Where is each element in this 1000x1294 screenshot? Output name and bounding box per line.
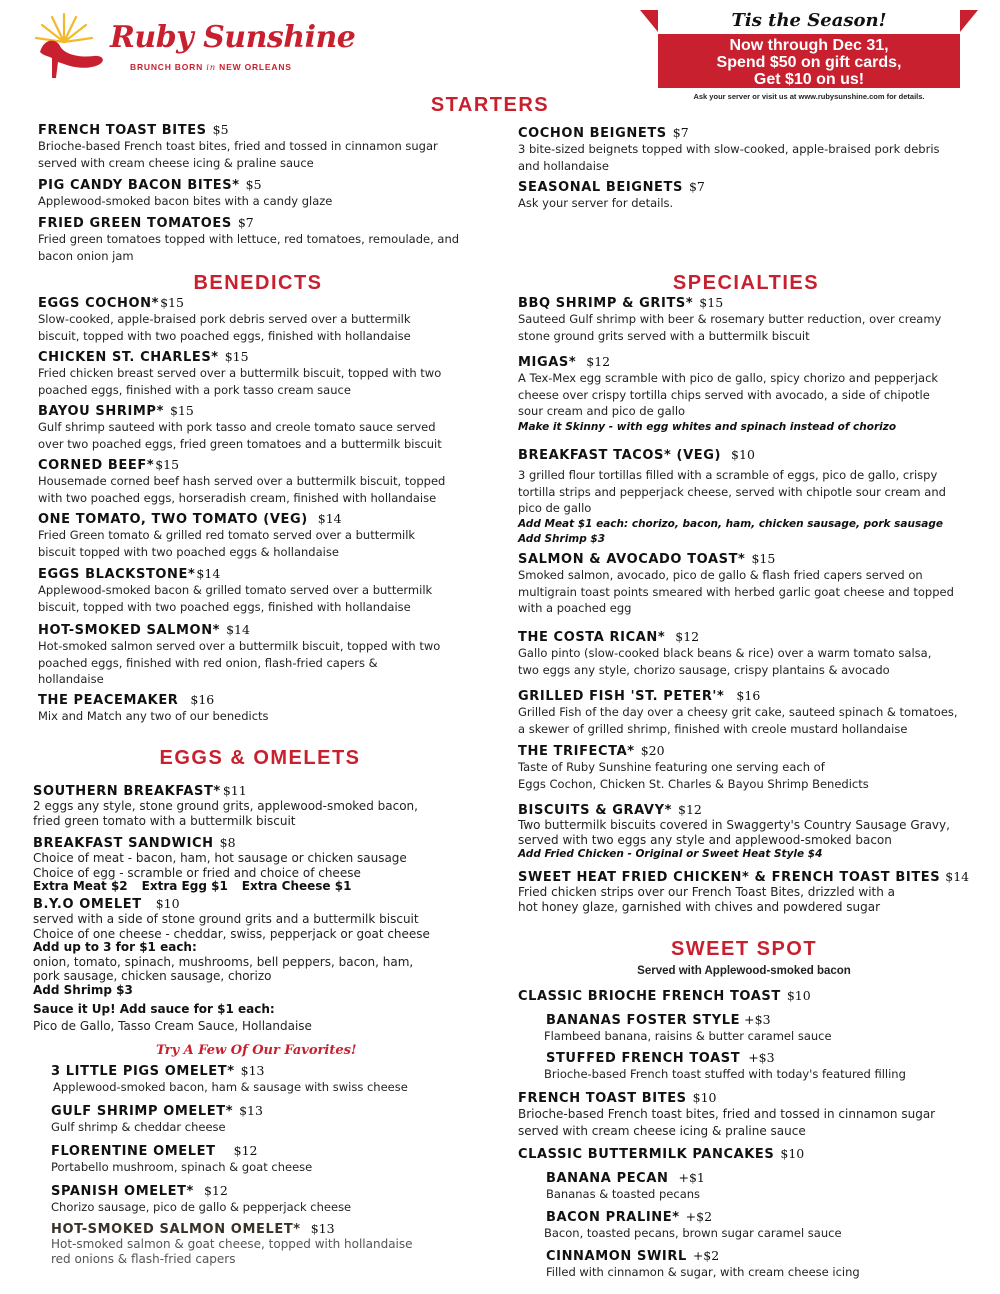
item-description: poached eggs, finished with a pork tasso cream sauce	[38, 382, 351, 397]
item-name: FRIED GREEN TOMATOES $7	[38, 215, 254, 231]
item-description: red onions & flash-fried capers	[51, 1251, 236, 1266]
menu-item	[38, 122, 438, 171]
item-description: Fried green tomatoes topped with lettuce, red tomatoes, remoulade, and	[38, 232, 460, 246]
menu-item	[38, 403, 442, 452]
item-name: BAYOU SHRIMP* $15	[38, 403, 194, 419]
item-price: +$3	[744, 1012, 771, 1027]
item-description: and hollandaise	[518, 158, 609, 173]
menu-item	[518, 629, 931, 678]
promo-line: Now through Dec 31,	[729, 37, 889, 54]
item-note: Add Fried Chicken - Original or Sweet Heat Style $4	[518, 848, 823, 860]
item-price: $10	[692, 1090, 717, 1105]
item-description: Brioche-based French toast bites, fried and tossed in cinnamon sugar	[518, 1107, 936, 1121]
menu-item	[546, 1012, 832, 1045]
item-price: $15	[699, 295, 724, 310]
item-name: EGGS COCHON*$15	[38, 295, 184, 311]
item-description: Fried chicken strips over our French Toast Bites, drizzled with a	[518, 885, 896, 899]
item-name: SPANISH OMELET* $12	[51, 1183, 228, 1199]
item-description: biscuit, topped with two poached eggs, finished with hollandaise	[38, 328, 411, 343]
favorites-heading: Try A Few Of Our Favorites!	[156, 1043, 357, 1058]
item-price: $15	[751, 551, 776, 566]
promo-fine-print: Ask your server or visit us at www.rubysunshine.com for details.	[693, 92, 925, 101]
specialties-title: SPECIALTIES	[672, 272, 820, 294]
item-description: Gulf shrimp & cheddar cheese	[51, 1120, 226, 1134]
item-name: CINNAMON SWIRL +$2	[546, 1248, 720, 1264]
menu-item	[518, 354, 938, 435]
item-description: Fried chicken breast served over a buttermilk biscuit, topped with two	[38, 366, 442, 380]
item-price: $16	[736, 688, 761, 703]
brand-logo[interactable]	[34, 8, 356, 80]
item-description: biscuit topped with two poached eggs & hollandaise	[38, 544, 339, 559]
item-description: Mix and Match any two of our benedicts	[38, 709, 269, 723]
menu-item	[518, 1090, 935, 1139]
item-description: Brioche-based French toast bites, fried and tossed in cinnamon sugar	[38, 139, 438, 153]
item-name: BACON PRALINE* +$2	[546, 1209, 713, 1225]
item-price: $12	[586, 354, 611, 369]
item-name: FLORENTINE OMELET $12	[51, 1143, 258, 1159]
item-description: Filled with cinnamon & sugar, with cream cheese icing	[546, 1265, 860, 1279]
item-name: SWEET HEAT FRIED CHICKEN* & FRENCH TOAST BITES $14	[518, 869, 970, 885]
item-name: COCHON BEIGNETS $7	[518, 125, 689, 141]
item-description: Gallo pinto (slow-cooked black beans & rice) over a warm tomato salsa,	[518, 646, 932, 660]
item-price: $5	[245, 177, 262, 192]
item-price: $16	[190, 692, 215, 707]
item-price: $7	[688, 179, 705, 194]
item-name: FRENCH TOAST BITES $5	[38, 122, 229, 138]
menu-item	[51, 1063, 408, 1096]
menu-item	[38, 566, 432, 615]
menu-item	[38, 692, 269, 725]
gift-card-promo-banner	[640, 4, 978, 104]
item-price: +$1	[678, 1170, 705, 1185]
eggs-omelets-title: EGGS & OMELETS	[159, 747, 361, 769]
benedicts-title: BENEDICTS	[193, 272, 323, 294]
item-description: poached eggs, finished with red onion, flash-fried capers &	[38, 655, 378, 670]
menu-item	[33, 835, 407, 894]
item-description: Slow-cooked, apple-braised pork debris served over a buttermilk	[38, 312, 411, 326]
item-description: Chorizo sausage, pico de gallo & pepperjack cheese	[51, 1200, 352, 1214]
menu-item	[518, 802, 950, 861]
item-price: $15	[160, 295, 184, 310]
item-name: FRENCH TOAST BITES $10	[518, 1090, 717, 1106]
item-name: CORNED BEEF*$15	[38, 457, 180, 473]
sauce-heading: Sauce it Up! Add sauce for $1 each:	[33, 1002, 275, 1016]
item-name: PIG CANDY BACON BITES* $5	[38, 177, 262, 193]
menu-item	[546, 1050, 906, 1083]
item-note: Add Meat $1 each: chorizo, bacon, ham, chicken sausage, pork sausage	[518, 517, 943, 530]
item-name: EGGS BLACKSTONE*$14	[38, 566, 221, 582]
item-description: fried green tomato with a buttermilk biscuit	[33, 813, 296, 828]
high-heel-sunburst-icon	[34, 12, 112, 78]
menu-item	[518, 1146, 804, 1162]
menu-item	[518, 688, 958, 737]
item-price: $14	[196, 566, 221, 581]
item-description: Hot-smoked salmon & goat cheese, topped with hollandaise	[51, 1237, 413, 1251]
extra-option: Extra Egg $1	[141, 879, 228, 893]
item-description: pico de gallo	[518, 501, 592, 515]
item-description: Fried Green tomato & grilled red tomato served over a buttermilk	[38, 528, 416, 542]
item-price: $13	[310, 1221, 335, 1236]
item-price: $15	[155, 457, 180, 472]
menu-item	[38, 511, 415, 560]
item-description: 3 bite-sized beignets topped with slow-cooked, apple-braised pork debris	[518, 142, 940, 156]
item-name: 3 LITTLE PIGS OMELET* $13	[51, 1063, 265, 1079]
menu-item	[38, 622, 440, 688]
item-price: $12	[678, 802, 702, 817]
item-description: served with cream cheese icing & praline sauce	[518, 1123, 806, 1138]
item-price: $10	[155, 896, 180, 911]
item-description: bacon onion jam	[38, 248, 134, 263]
menu-item	[51, 1143, 312, 1176]
extra-option: Extra Cheese $1	[241, 879, 352, 893]
menu-item	[38, 457, 445, 506]
item-description: two eggs any style, chorizo sausage, crispy plantains & avocado	[518, 662, 890, 677]
item-description: served with two eggs any style and applewood-smoked bacon	[518, 832, 892, 847]
item-description: Eggs Cochon, Chicken St. Charles & Bayou Shrimp Benedicts	[518, 776, 869, 791]
item-name: BREAKFAST SANDWICH $8	[33, 835, 236, 851]
item-description: with a poached egg	[518, 601, 632, 615]
item-name: BANANAS FOSTER STYLE +$3	[546, 1012, 771, 1028]
menu-item	[38, 349, 441, 398]
item-description: cheese over crispy tortilla chips served with avocado, a side of chipotle	[518, 387, 930, 402]
item-description: multigrain toast points smeared with herbed garlic goat cheese and topped	[518, 584, 954, 599]
item-description: Applewood-smoked bacon bites with a candy glaze	[38, 194, 333, 208]
brand-tagline: BRUNCH BORN in NEW ORLEANS	[130, 62, 292, 73]
item-description: Choice of one cheese - cheddar, swiss, pepperjack or goat cheese	[33, 926, 430, 941]
item-name: STUFFED FRENCH TOAST +$3	[546, 1050, 775, 1066]
item-description: Applewood-smoked bacon & grilled tomato served over a buttermilk	[38, 583, 433, 597]
extra-option: Extra Meat $2	[33, 879, 128, 893]
menu-item	[51, 1221, 413, 1266]
item-name: CLASSIC BRIOCHE FRENCH TOAST $10	[518, 988, 811, 1004]
sauce-list: Pico de Gallo, Tasso Cream Sauce, Hollandaise	[33, 1019, 312, 1033]
item-price: $12	[675, 629, 700, 644]
item-price: $10	[731, 447, 755, 462]
item-name: CHICKEN ST. CHARLES* $15	[38, 349, 249, 365]
item-description: served with a side of stone ground grits and a buttermilk biscuit	[33, 912, 419, 926]
item-name: SEASONAL BEIGNETS $7	[518, 179, 705, 195]
item-name: ONE TOMATO, TWO TOMATO (VEG) $14	[38, 511, 342, 527]
item-name: GRILLED FISH 'ST. PETER'* $16	[518, 688, 761, 704]
item-price: $7	[237, 215, 254, 230]
item-name: THE COSTA RICAN* $12	[518, 629, 700, 645]
item-note: Make it Skinny - with egg whites and spinach instead of chorizo	[518, 420, 897, 433]
item-description: Choice of egg - scramble or fried and choice of cheese	[33, 865, 361, 880]
menu-item	[51, 1183, 351, 1216]
item-note: Add Shrimp $3	[518, 532, 606, 545]
item-description: Ask your server for details.	[518, 196, 674, 210]
item-description: Gulf shrimp sauteed with pork tasso and creole tomato sauce served	[38, 420, 436, 434]
item-description: Housemade corned beef hash served over a buttermilk biscuit, topped	[38, 474, 446, 488]
item-description: Smoked salmon, avocado, pico de gallo & flash fried capers served on	[518, 568, 923, 582]
item-name: THE PEACEMAKER $16	[38, 692, 215, 708]
item-description: Sauteed Gulf shrimp with beer & rosemary butter reduction, over creamy	[518, 312, 942, 326]
item-name: BANANA PECAN +$1	[546, 1170, 705, 1186]
item-description: A Tex-Mex egg scramble with pico de gallo, spicy chorizo and pepperjack	[518, 371, 939, 385]
item-price: $15	[224, 349, 249, 364]
menu-item	[33, 896, 430, 997]
item-name: BISCUITS & GRAVY* $12	[518, 802, 702, 818]
item-description: Taste of Ruby Sunshine featuring one serving each of	[518, 760, 825, 774]
item-description: with two poached eggs, horseradish cream, finished with hollandaise	[38, 490, 437, 505]
item-description: Flambeed banana, raisins & butter caramel sauce	[544, 1029, 832, 1043]
item-description: Applewood-smoked bacon, ham & sausage with swiss cheese	[53, 1080, 408, 1094]
item-description: a skewer of grilled shrimp, finished with creole mustard hollandaise	[518, 721, 908, 736]
item-name: BBQ SHRIMP & GRITS* $15	[518, 295, 724, 311]
item-name: BREAKFAST TACOS* (VEG) $10	[518, 447, 755, 463]
item-price: $10	[780, 1146, 805, 1161]
item-description: served with cream cheese icing & praline sauce	[38, 155, 314, 170]
menu-item	[518, 551, 954, 617]
item-name: GULF SHRIMP OMELET* $13	[51, 1103, 263, 1119]
item-description: 3 grilled flour tortillas filled with a scramble of eggs, pico de gallo, crispy	[518, 468, 938, 482]
item-name: HOT-SMOKED SALMON OMELET* $13	[51, 1221, 335, 1237]
item-description: Bananas & toasted pecans	[546, 1187, 701, 1201]
item-price: $14	[945, 869, 970, 884]
item-description: over two poached eggs, fried green tomatoes and a buttermilk biscuit	[38, 436, 442, 451]
item-name: CLASSIC BUTTERMILK PANCAKES $10	[518, 1146, 805, 1162]
item-description: Hot-smoked salmon served over a buttermilk biscuit, topped with two	[38, 639, 441, 653]
starters-title: STARTERS	[430, 94, 550, 116]
menu-item	[38, 215, 459, 264]
item-name: B.Y.O OMELET $10	[33, 896, 180, 912]
item-price: $11	[222, 783, 247, 798]
sweet-spot-subtitle: Served with Applewood-smoked bacon	[637, 965, 851, 977]
add-ons-heading: Add up to 3 for $1 each:	[33, 940, 197, 954]
item-name: SOUTHERN BREAKFAST* $11	[33, 783, 247, 799]
menu-item	[546, 1209, 842, 1242]
item-price: +$3	[748, 1050, 775, 1065]
menu-item	[518, 295, 941, 344]
item-price: $7	[672, 125, 689, 140]
item-price: +$2	[692, 1248, 720, 1263]
item-price: +$2	[685, 1209, 713, 1224]
menu-item	[518, 988, 811, 1004]
item-name: SALMON & AVOCADO TOAST* $15	[518, 551, 776, 567]
item-description: Grilled Fish of the day over a cheesy grit cake, sauteed spinach & tomatoes,	[518, 705, 958, 719]
item-price: $13	[240, 1063, 265, 1078]
menu-item	[33, 783, 418, 828]
promo-heading: Tis the Season!	[731, 10, 887, 31]
item-description: Two buttermilk biscuits covered in Swaggerty's Country Sausage Gravy,	[518, 818, 950, 832]
menu-item	[38, 177, 332, 210]
item-name: HOT-SMOKED SALMON* $14	[38, 622, 250, 638]
item-description: Bacon, toasted pecans, brown sugar caramel sauce	[544, 1226, 842, 1240]
menu-item	[518, 869, 969, 914]
brand-name: Ruby Sunshine	[110, 20, 356, 55]
item-description: Choice of meat - bacon, ham, hot sausage or chicken sausage	[33, 851, 407, 865]
item-description: biscuit, topped with two poached eggs, finished with hollandaise	[38, 599, 411, 614]
menu-item	[38, 295, 411, 344]
item-description: tortilla strips and pepperjack cheese, served with chipotle sour cream and	[518, 484, 946, 499]
menu-item	[51, 1103, 263, 1136]
menu-item	[546, 1248, 860, 1281]
item-price: $13	[239, 1103, 263, 1118]
menu-item	[518, 179, 705, 212]
item-price: $10	[786, 988, 811, 1003]
item-price: $12	[233, 1143, 258, 1158]
item-description: hot honey glaze, garnished with chives and powdered sugar	[518, 899, 881, 914]
item-price: $8	[219, 835, 236, 850]
item-description: Brioche-based French toast stuffed with today's featured filling	[544, 1067, 906, 1081]
item-price: $20	[640, 743, 665, 758]
item-price: $5	[212, 122, 229, 137]
item-description: stone ground grits served with a buttermilk biscuit	[518, 328, 810, 343]
promo-line: Get $10 on us!	[753, 71, 865, 88]
item-description: sour cream and pico de gallo	[518, 404, 686, 418]
promo-ribbon	[658, 34, 960, 88]
add-ons-list: onion, tomato, spinach, mushrooms, bell peppers, bacon, ham,	[33, 954, 414, 969]
item-price: $15	[169, 403, 194, 418]
item-price: $14	[226, 622, 250, 637]
menu-item	[518, 125, 940, 174]
promo-line: Spend $50 on gift cards,	[716, 54, 902, 71]
menu-item	[546, 1170, 705, 1203]
menu-item	[518, 743, 869, 792]
add-ons-list: pork sausage, chicken sausage, chorizo	[33, 969, 272, 983]
item-name: MIGAS* $12	[518, 354, 611, 370]
item-price: $12	[203, 1183, 228, 1198]
sweet-spot-title: SWEET SPOT	[670, 938, 818, 960]
item-description: hollandaise	[38, 672, 104, 686]
item-description: Portabello mushroom, spinach & goat cheese	[51, 1160, 313, 1174]
item-description: 2 eggs any style, stone ground grits, applewood-smoked bacon,	[33, 799, 418, 813]
item-price: $14	[317, 511, 342, 526]
item-name: THE TRIFECTA* $20	[518, 743, 665, 759]
extras-line	[33, 880, 407, 894]
add-shrimp-option: Add Shrimp $3	[33, 982, 133, 997]
menu-item	[518, 447, 946, 547]
